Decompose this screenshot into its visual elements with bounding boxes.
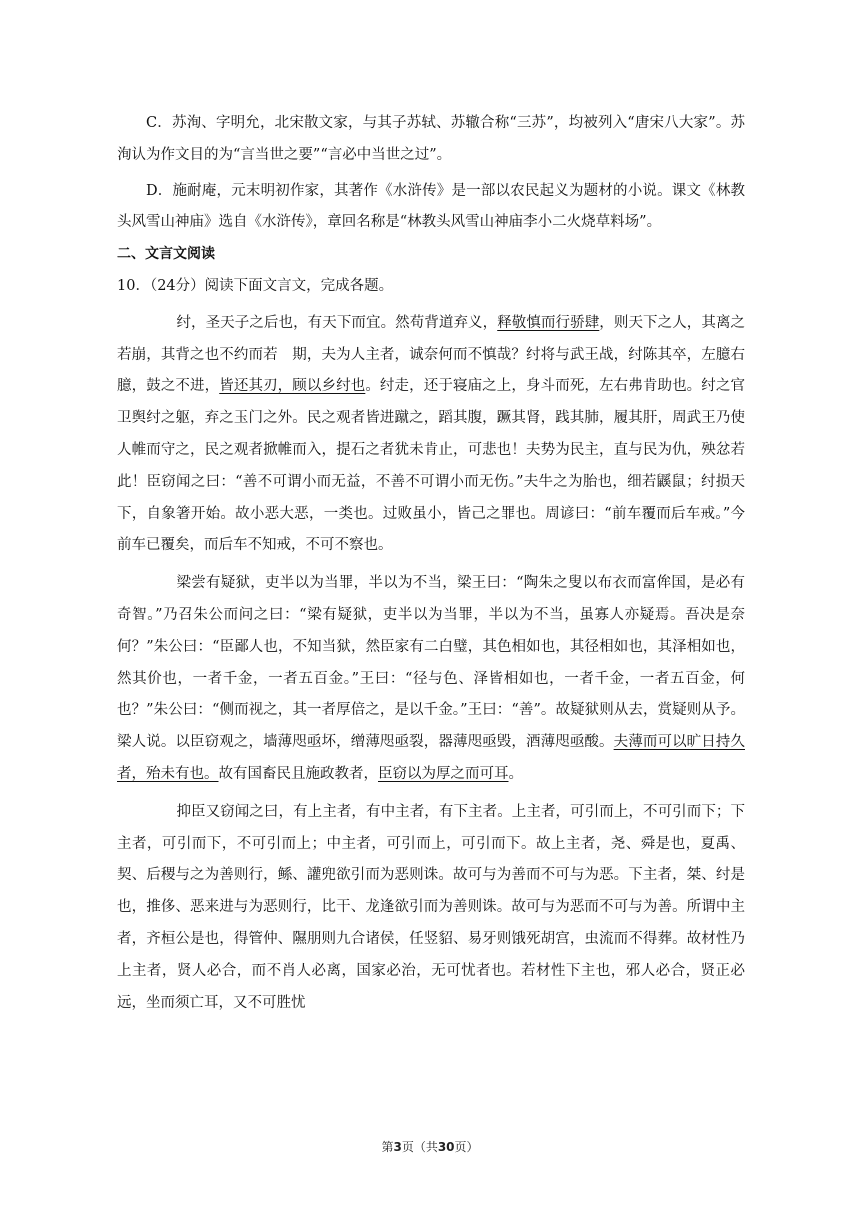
underlined-phrase: 释敬慎而行骄肆: [497, 314, 600, 331]
page-footer: 第3页（共30页）: [381, 1140, 479, 1154]
page-content: [117, 108, 745, 1019]
passage-paragraph-2: 梁尝有疑狱，吏半以为当罪，半以为不当，梁王曰：“陶朱之叟以布衣而富侔国，是必有奇智。”乃召朱公而问之曰：“梁有疑狱，吏半以为当罪，半以为不当，虽寡人亦疑焉。吾决是奈何？”朱公曰：“臣鄙人也，不知当狱，然臣家有二白璧，其色相如也，其径相如也，其泽相如也，然其价也，一者千金，一者五百金。”王曰：“径与色、泽皆相如也，一者千金，一者五百金，何也？”朱公曰：“侧而视之，其一者厚倍之，是以千金。”王曰：“善”。故疑狱则从去，赏疑则从予。梁人说。以臣窃观之，墙薄咫亟坏，缯薄咫亟裂，器薄咫亟毁，酒薄咫亟酸。夫薄而可以旷日持久者，殆未有也。故有国畜民且施政教者，臣窃以为厚之而可耳。: [117, 575, 745, 782]
option-d: D．施耐庵，元末明初作家，其著作《水浒传》是一部以农民起义为题材的小说。课文《林教头风雪山神庙》选自《水浒传》，章回名称是“林教头风雪山神庙李小二火烧草料场”。: [117, 182, 745, 231]
passage-paragraph-1: 纣，圣天子之后也，有天下而宜。然苟背道弃义，释敬慎而行骄肆，则天下之人，其离之若崩，其背之也不约而若 期，夫为人主者，诚奈何而不慎哉？纣将与武王战，纣陈其卒，左臆右臆，鼓之不进，皆还其刃，顾以乡纣也。纣走，还于寝庙之上，身斗而死，左右弗肯助也。纣之官卫舆纣之躯，弃之玉门之外。民之观者皆进蹴之，蹈其腹，蹶其肾，践其肺，履其肝，周武王乃使人帷而守之，民之观者掀帷而入，提石之者犹未肯止，可悲也！夫势为民主，直与民为仇，殃忿若此！臣窃闻之曰：“善不可谓小而无益，不善不可谓小而无伤。”夫牛之为胎也，细若鼷鼠；纣损天下，自象箸开始。故小恶大恶，一类也。过败虽小，皆己之罪也。周谚曰：“前车覆而后车戒。”今前车已覆矣，而后车不知戒，不可不察也。: [117, 314, 746, 554]
page-number: 3: [393, 1140, 402, 1154]
option-c: C．苏洵、字明允，北宋散文家，与其子苏轼、苏辙合称“三苏”，均被列入“唐宋八大家”。苏洵认为作文目的为“言当世之要”“言必中当世之过”。: [117, 115, 745, 163]
total-pages: 30: [437, 1140, 455, 1154]
question-prompt: 10．（24分）阅读下面文言文，完成各题。: [117, 277, 394, 294]
underlined-sentence: 夫薄而可以旷日持久者，殆未有也。: [117, 734, 745, 782]
underlined-phrase: 皆还其刃，顾以乡纣也: [219, 378, 366, 395]
underlined-sentence: 臣窃以为厚之而可耳: [378, 765, 509, 782]
passage-paragraph-3: 抑臣又窃闻之曰，有上主者，有中主者，有下主者。上主者，可引而上，不可引而下；下主者，可引而下，不可引而上；中主者，可引而上，可引而下。故上主者，尧、舜是也，夏禹、契、后稷与之为善则行，鲧、讙兜欲引而为恶则诛。故可与为善而不可与为恶。下主者，桀、纣是也，推侈、恶来进与为恶则行，比干、龙逢欲引而为善则诛。故可与为恶而不可与为善。所谓中主者，齐桓公是也，得管仲、隰朋则九合诸侯，任竖貂、易牙则饿死胡宫，虫流而不得葬。故材性乃上主者，贤人必合，而不肖人必离，国家必治，无可忧者也。若材性下主也，邪人必合，贤正必远，坐而须亡耳，又不可胜忧: [117, 803, 745, 1011]
section-heading: 二、文言文阅读: [117, 246, 215, 263]
